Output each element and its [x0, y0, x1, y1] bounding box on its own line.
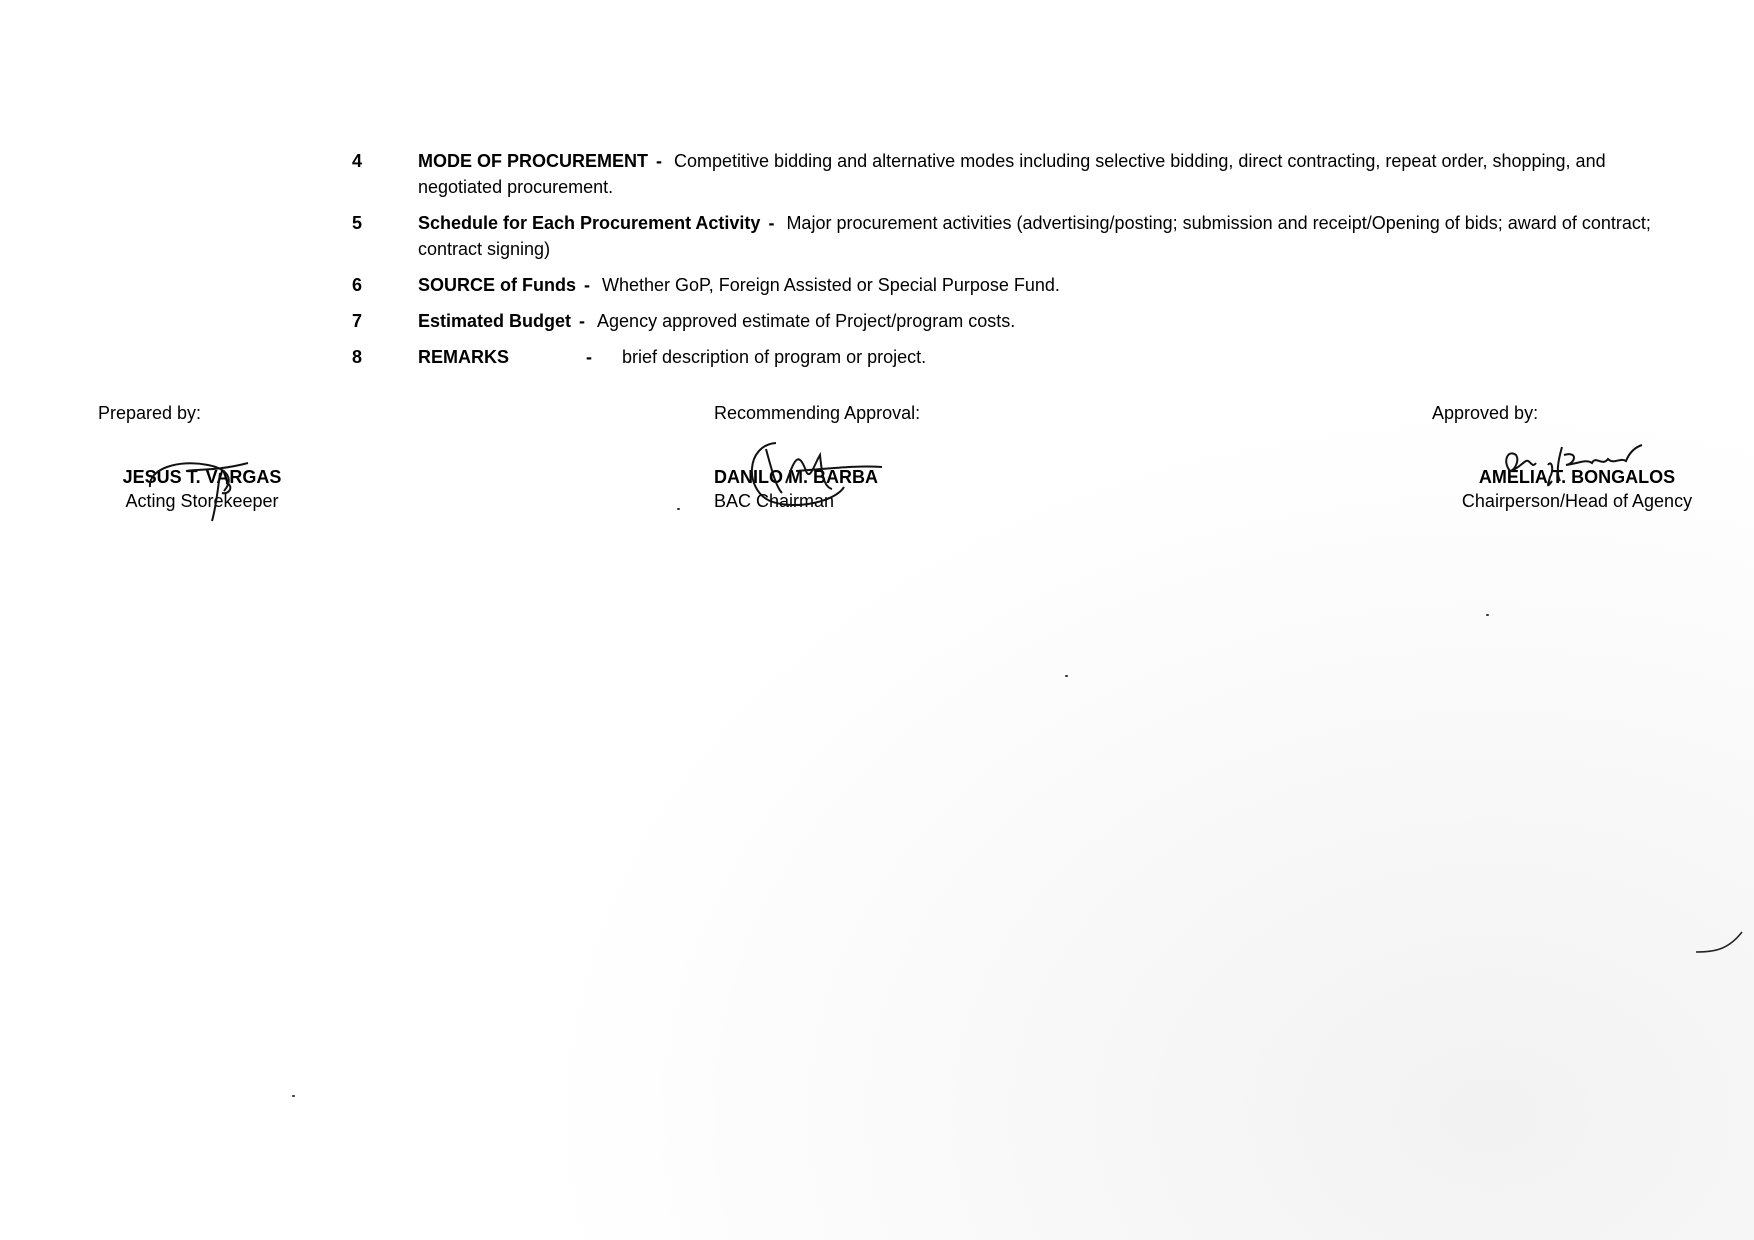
definition-item	[352, 344, 1672, 370]
definition-description: Major procurement activities (advertising/posting; submission and receipt/Opening of bids; award of contract; contract signing)	[418, 213, 1651, 259]
scan-mark-icon	[1694, 928, 1744, 958]
definition-separator: -	[768, 213, 775, 233]
prepared-by-block	[98, 401, 292, 513]
recommending-approval-caption: Recommending Approval:	[714, 403, 921, 423]
definition-item	[352, 308, 1672, 334]
definition-description: Agency approved estimate of Project/program costs.	[597, 311, 1016, 331]
definition-separator: -	[584, 275, 590, 295]
definition-term: MODE OF PROCUREMENT	[418, 151, 649, 171]
definition-item	[352, 272, 1672, 298]
definition-number: 4	[352, 151, 363, 171]
definition-number: 7	[352, 311, 363, 331]
scan-speck	[677, 508, 680, 510]
definition-number: 8	[352, 347, 363, 367]
definition-separator: -	[586, 347, 592, 367]
signatory-title: Chairperson/Head of Agency	[1461, 491, 1693, 511]
definition-item	[352, 210, 1672, 262]
definition-item	[352, 148, 1672, 200]
definitions-list	[352, 148, 1672, 380]
signatory-name: AMELIA T. BONGALOS	[1478, 467, 1676, 487]
prepared-by-signatory	[98, 465, 292, 513]
definition-number: 6	[352, 275, 363, 295]
signatory-name: DANILO M. BARBA	[714, 467, 878, 487]
recommending-signatory	[714, 465, 920, 513]
definition-description: Whether GoP, Foreign Assisted or Special Purpose Fund.	[602, 275, 1060, 295]
scan-speck	[1065, 675, 1068, 677]
definition-separator: -	[579, 311, 586, 331]
scan-speck	[292, 1095, 295, 1097]
approved-signatory	[1432, 465, 1702, 513]
prepared-by-caption: Prepared by:	[98, 403, 202, 423]
definition-term: Schedule for Each Procurement Activity	[418, 213, 761, 233]
signatory-title: Acting Storekeeper	[125, 491, 279, 511]
definition-term: REMARKS	[418, 347, 510, 367]
signatory-name: JESUS T. VARGAS	[122, 467, 282, 487]
approved-by-block	[1432, 401, 1702, 513]
scan-speck	[1486, 614, 1489, 616]
definition-description: brief description of program or project.	[622, 347, 927, 367]
definition-number: 5	[352, 213, 363, 233]
definition-term: SOURCE of Funds	[418, 275, 576, 295]
approved-by-caption: Approved by:	[1432, 403, 1539, 423]
definition-term: Estimated Budget	[418, 311, 572, 331]
definition-description: Competitive bidding and alternative modes including selective bidding, direct contracting, repeat order, shopping, and negotiated procurement.	[418, 151, 1606, 197]
recommending-approval-block	[714, 401, 920, 513]
signatory-title: BAC Chairman	[714, 491, 835, 511]
definition-separator: -	[656, 151, 663, 171]
